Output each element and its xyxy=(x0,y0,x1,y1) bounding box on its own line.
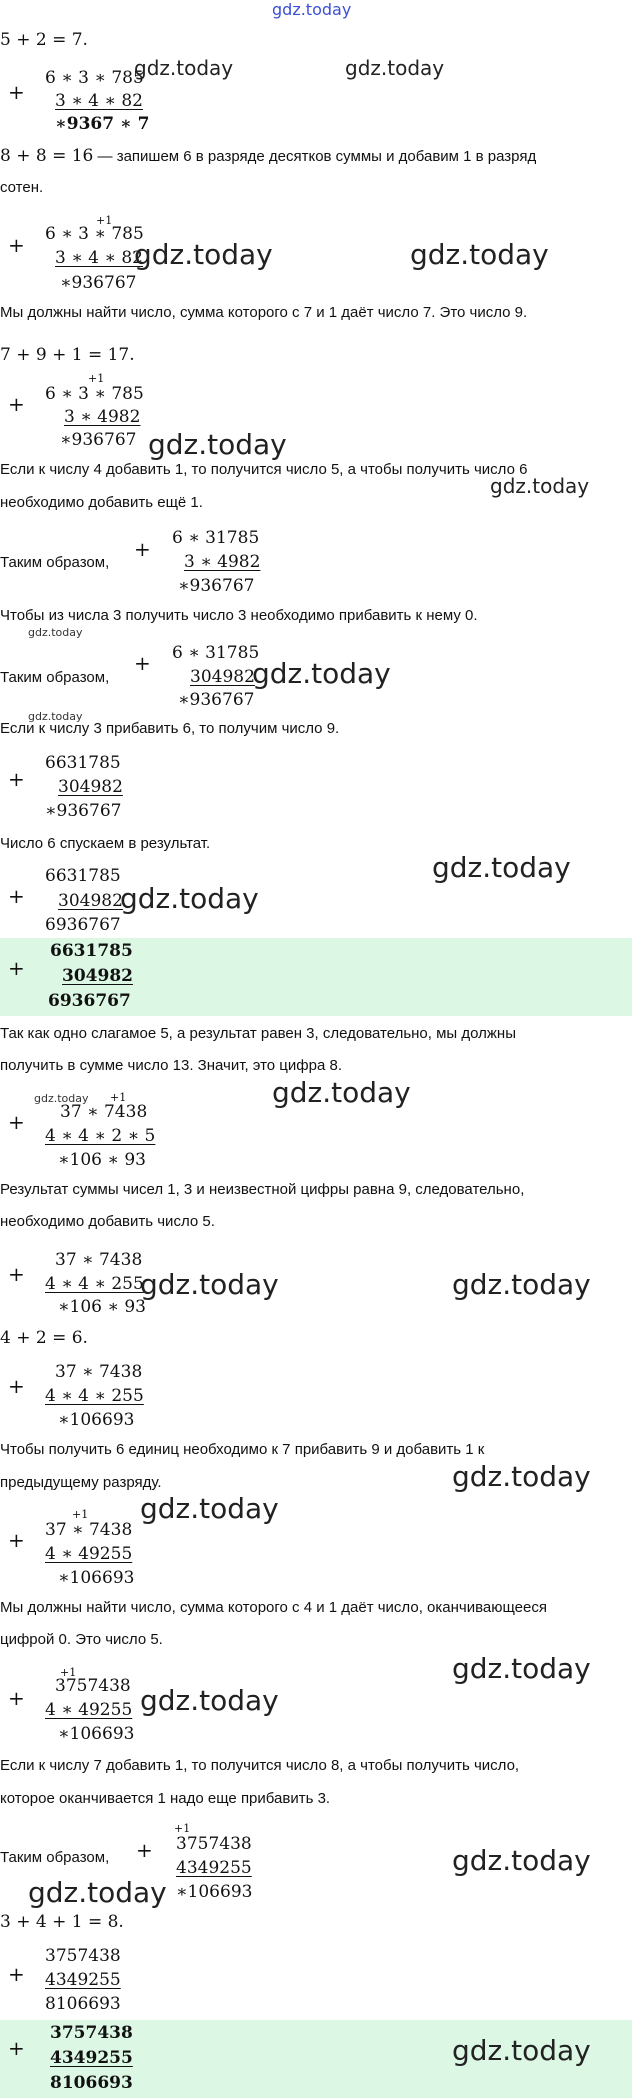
addend-1: 6 ∗ 3 ∗ 785 xyxy=(45,224,144,244)
watermark: gdz.today xyxy=(140,1492,279,1525)
plus-sign: + xyxy=(8,884,25,908)
plus-sign: + xyxy=(8,392,25,416)
plus-sign: + xyxy=(8,1374,25,1398)
addend-2: 4 ∗ 4 ∗ 255 xyxy=(45,1274,144,1294)
explanation-text: цифрой 0. Это число 5. xyxy=(0,1631,163,1648)
explanation-text: Так как одно слагамое 5, а результат равен 3, следовательно, мы должны xyxy=(0,1025,516,1042)
addend-1: 37 ∗ 7438 xyxy=(55,1362,143,1382)
plus-sign: + xyxy=(8,1962,25,1986)
plus-sign: + xyxy=(8,233,25,257)
watermark: gdz.today xyxy=(28,710,83,723)
sum-row: ∗106693 xyxy=(58,1568,135,1588)
sum-row: 8106693 xyxy=(50,2073,133,2093)
watermark: gdz.today xyxy=(28,626,83,639)
top-watermark: gdz.today xyxy=(272,0,352,19)
watermark: gdz.today xyxy=(345,56,445,80)
explanation-text: Если к числу 3 прибавить 6, то получим число 9. xyxy=(0,720,340,737)
sum-row: ∗936767 xyxy=(60,430,137,450)
watermark: gdz.today xyxy=(490,474,590,498)
explanation-text: Результат суммы чисел 1, 3 и неизвестной цифры равна 9, следовательно, xyxy=(0,1181,525,1198)
watermark: gdz.today xyxy=(452,1844,591,1877)
explanation-line xyxy=(0,146,536,167)
addend-2: 4 ∗ 49255 xyxy=(45,1544,133,1564)
addend-1: 37 ∗ 7438 xyxy=(60,1102,148,1122)
explanation-text: предыдущему разряду. xyxy=(0,1474,162,1491)
addend-2: 304982 xyxy=(58,777,123,797)
sum-row: ∗936767 xyxy=(45,801,122,821)
addend-2: 4 ∗ 4 ∗ 255 xyxy=(45,1386,144,1406)
sum-row: ∗106693 xyxy=(58,1724,135,1744)
plus-sign: + xyxy=(8,1686,25,1710)
explanation-text: Если к числу 4 добавить 1, то получится число 5, а чтобы получить число 6 xyxy=(0,461,528,478)
addend-2: 3 ∗ 4982 xyxy=(64,407,141,427)
explanation-text: — запишем 6 в разряде десятков суммы и добавим 1 в разряд xyxy=(93,148,537,165)
watermark: gdz.today xyxy=(134,238,273,271)
addend-2: 304982 xyxy=(58,891,123,911)
sum-row: 6936767 xyxy=(48,991,131,1011)
carry-mark: +1 xyxy=(96,214,113,227)
addend-1: 3757438 xyxy=(55,1676,131,1696)
label: Таким образом, xyxy=(0,1849,110,1866)
sum-row: ∗936767 xyxy=(178,576,255,596)
watermark: gdz.today xyxy=(140,1268,279,1301)
addend-2: 4349255 xyxy=(50,2048,133,2068)
sum-row: ∗936767 xyxy=(178,690,255,710)
plus-sign: + xyxy=(8,2036,25,2060)
sum-row: ∗106693 xyxy=(176,1882,253,1902)
addend-1: 37 ∗ 7438 xyxy=(55,1250,143,1270)
explanation-text: Чтобы получить 6 единиц необходимо к 7 прибавить 9 и добавить 1 к xyxy=(0,1441,485,1458)
carry-mark: +1 xyxy=(174,1822,191,1835)
carry-mark: +1 xyxy=(60,1666,77,1679)
addend-2: 3 ∗ 4 ∗ 82 xyxy=(55,91,143,111)
explanation-text: Мы должны найти число, сумма которого с 7 и 1 даёт число 7. Это число 9. xyxy=(0,304,528,321)
watermark: gdz.today xyxy=(252,657,391,690)
explanation-text: Чтобы из числа 3 получить число 3 необходимо прибавить к нему 0. xyxy=(0,607,478,624)
addend-1: 6 ∗ 31785 xyxy=(172,643,260,663)
plus-sign: + xyxy=(8,956,25,980)
watermark: gdz.today xyxy=(140,1684,279,1717)
sum-row: ∗106 ∗ 93 xyxy=(58,1150,146,1170)
equation-line: 4 + 2 = 6. xyxy=(0,1328,88,1348)
addend-1: 6 ∗ 31785 xyxy=(172,528,260,548)
explanation-text: Если к числу 7 добавить 1, то получится число 8, а чтобы получить число, xyxy=(0,1757,520,1774)
addend-1: 6631785 xyxy=(50,941,133,961)
explanation-text: которое оканчивается 1 надо еще прибавить 3. xyxy=(0,1790,331,1807)
watermark: gdz.today xyxy=(452,1652,591,1685)
sum-row: 8106693 xyxy=(45,1994,121,2014)
addend-2: 4 ∗ 4 ∗ 2 ∗ 5 xyxy=(45,1126,156,1146)
plus-sign: + xyxy=(8,767,25,791)
watermark: gdz.today xyxy=(28,1876,167,1909)
equation-line: 7 + 9 + 1 = 17. xyxy=(0,345,135,365)
carry-mark: +1 xyxy=(72,1508,89,1521)
addend-2: 304982 xyxy=(62,966,133,986)
watermark: gdz.today xyxy=(134,56,234,80)
addend-1: 6 ∗ 3 ∗ 785 xyxy=(45,384,144,404)
watermark: gdz.today xyxy=(452,2034,591,2067)
addend-1: 6 ∗ 3 ∗ 785 xyxy=(45,68,144,88)
addend-1: 6631785 xyxy=(45,753,121,773)
addend-1: 3757438 xyxy=(50,2023,133,2043)
addend-1: 6631785 xyxy=(45,866,121,886)
addend-2: 4349255 xyxy=(45,1970,121,1990)
addend-1: 3757438 xyxy=(176,1834,252,1854)
watermark: gdz.today xyxy=(410,238,549,271)
addend-2: 3 ∗ 4982 xyxy=(184,552,261,572)
carry-mark: +1 xyxy=(88,372,105,385)
explanation-text: сотен. xyxy=(0,179,44,196)
plus-sign: + xyxy=(8,80,25,104)
label: Таким образом, xyxy=(0,554,110,571)
addend-2: 4349255 xyxy=(176,1858,252,1878)
watermark: gdz.today xyxy=(34,1092,89,1105)
plus-sign: + xyxy=(136,1838,153,1862)
addend-2: 4 ∗ 49255 xyxy=(45,1700,133,1720)
plus-sign: + xyxy=(134,651,151,675)
explanation-text: необходимо добавить число 5. xyxy=(0,1213,215,1230)
sum-row: 6936767 xyxy=(45,915,121,935)
addend-2: 304982 xyxy=(190,667,255,687)
explanation-text: получить в сумме число 13. Значит, это цифра 8. xyxy=(0,1057,342,1074)
explanation-text: Мы должны найти число, сумма которого с 4 и 1 даёт число, оканчивающееся xyxy=(0,1599,547,1616)
sum-row: ∗106693 xyxy=(58,1410,135,1430)
sum-row: ∗9367 ∗ 7 xyxy=(55,114,150,134)
addend-2: 3 ∗ 4 ∗ 82 xyxy=(55,248,143,268)
explanation-text: необходимо добавить ещё 1. xyxy=(0,494,203,511)
sum-row: ∗106 ∗ 93 xyxy=(58,1297,146,1317)
equation: 8 + 8 = 16 xyxy=(0,146,94,166)
watermark: gdz.today xyxy=(272,1076,411,1109)
plus-sign: + xyxy=(8,1262,25,1286)
equation-line: 5 + 2 = 7. xyxy=(0,30,88,50)
equation-line: 3 + 4 + 1 = 8. xyxy=(0,1912,124,1932)
label: Таким образом, xyxy=(0,669,110,686)
watermark: gdz.today xyxy=(432,851,571,884)
watermark: gdz.today xyxy=(120,882,259,915)
addend-1: 37 ∗ 7438 xyxy=(45,1520,133,1540)
plus-sign: + xyxy=(134,537,151,561)
carry-mark: +1 xyxy=(110,1091,127,1104)
watermark: gdz.today xyxy=(148,428,287,461)
sum-row: ∗936767 xyxy=(60,273,137,293)
plus-sign: + xyxy=(8,1110,25,1134)
explanation-text: Число 6 спускаем в результат. xyxy=(0,835,211,852)
watermark: gdz.today xyxy=(452,1460,591,1493)
plus-sign: + xyxy=(8,1528,25,1552)
addend-1: 3757438 xyxy=(45,1946,121,1966)
watermark: gdz.today xyxy=(452,1268,591,1301)
